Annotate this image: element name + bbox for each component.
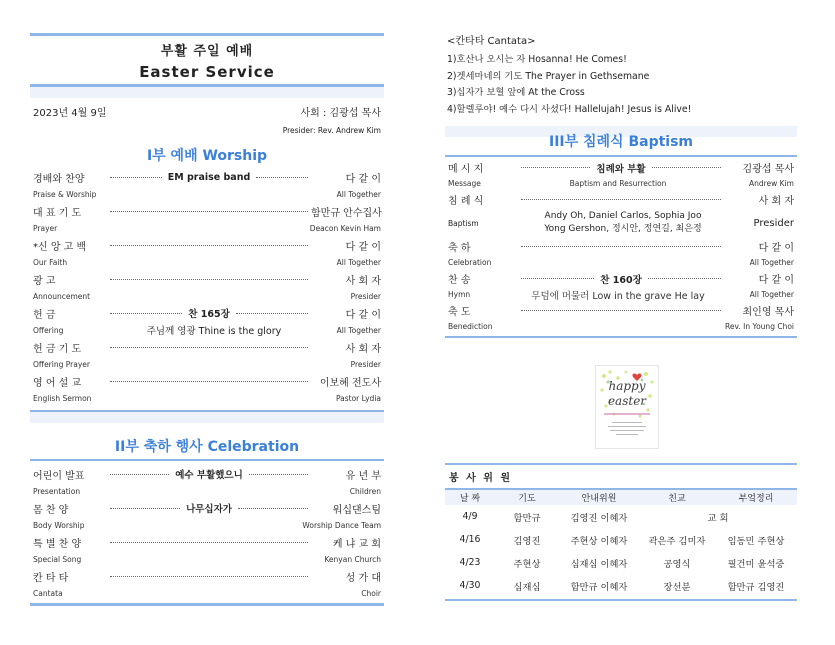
part2-item-sub — [30, 483, 384, 499]
dot-leader — [648, 278, 721, 279]
vol-fellowship: 장선분 — [663, 581, 691, 593]
vol-fellowship: 공영식 — [663, 558, 691, 570]
part1-shade — [30, 412, 384, 423]
dot-leader — [249, 474, 308, 475]
item-leader-en: Pastor Lydia — [335, 393, 381, 403]
cantata-line: 4)할렐루야! 예수 다시 사셨다! Hallelujah! Jesus is Alive! — [447, 103, 692, 115]
part1-item-sub — [30, 254, 384, 270]
item-leader-ko: 케 냐 교 회 — [332, 538, 381, 550]
item-leader-en: Choir — [361, 588, 381, 598]
baptism-names-row — [445, 208, 797, 238]
part2-item-sub — [30, 585, 384, 601]
item-leader — [107, 306, 311, 320]
item-name-en: Offering — [33, 325, 64, 335]
card-text-happy: happy — [608, 379, 646, 393]
item-name-en: Announcement — [33, 291, 91, 301]
item-title: 나무십자가 — [186, 504, 232, 515]
part2-item — [30, 533, 384, 551]
item-leader-en: Presider — [753, 217, 794, 229]
item-name-ko: 축 도 — [448, 307, 471, 318]
bottom-rule — [30, 603, 384, 606]
item-subtitle: Baptism and Resurrection — [569, 179, 667, 188]
item-leader-en: All Together — [749, 258, 794, 267]
part1-item-sub — [30, 186, 384, 202]
volunteers-row — [445, 528, 797, 551]
item-title: 예수 부활했으니 — [175, 470, 243, 481]
part3-list — [445, 159, 797, 334]
cantata-title: <칸타타 Cantata> — [447, 36, 536, 47]
volunteers-header-cell: 기도 — [518, 494, 536, 504]
item-leader-en: All Together — [336, 189, 381, 199]
volunteers-header-cell: 친교 — [668, 494, 686, 504]
cantata-line: 1)호산나 오시는 자 Hosanna! He Comes! — [447, 54, 627, 65]
cantata-line: 2)겟세마네의 기도 The Prayer in Gethsemane — [447, 70, 650, 82]
vol-kitchen: 함만규 김영진 — [727, 581, 785, 593]
vol-date: 4/16 — [459, 534, 481, 545]
part2-heading: II부 축하 행사 Celebration — [114, 439, 300, 455]
dot-leader — [110, 576, 308, 577]
volunteers-row — [445, 574, 797, 597]
item-leader — [107, 467, 311, 481]
volunteers-section — [445, 463, 797, 601]
part2-item — [30, 567, 384, 585]
item-leader-en: All Together — [336, 257, 381, 267]
part3-bottom-rule — [445, 336, 797, 338]
item-leader-ko: 유 년 부 — [345, 470, 381, 482]
dot-leader — [256, 177, 308, 178]
vol-usher: 주현상 이혜자 — [570, 535, 628, 547]
dot-leader — [110, 347, 308, 348]
item-leader-en: Worship Dance Team — [302, 520, 381, 530]
volunteers-row — [445, 551, 797, 574]
part3-item — [445, 302, 797, 319]
item-leader — [107, 381, 311, 382]
item-name-en: Prayer — [33, 223, 58, 233]
right-page — [445, 30, 797, 593]
part1-item — [30, 168, 384, 186]
item-leader-en: Presider — [350, 291, 381, 301]
dot-leader — [652, 167, 721, 168]
item-leader — [107, 347, 311, 348]
dot-leader — [110, 211, 308, 212]
part1-item-sub — [30, 288, 384, 304]
item-leader — [107, 172, 311, 183]
item-leader-ko: 다 같 이 — [345, 241, 381, 253]
item-name-ko: 경배와 찬양 — [33, 173, 85, 185]
item-name-en: Benediction — [448, 322, 493, 331]
vol-kitchen: 필건미 윤석중 — [727, 558, 785, 570]
top-rule — [30, 33, 384, 36]
item-leader-ko: 워십댄스팀 — [332, 504, 381, 516]
dot-leader — [236, 313, 308, 314]
volunteers-rows — [445, 505, 797, 597]
dot-leader — [110, 474, 169, 475]
item-leader-ko: 최인영 목사 — [742, 307, 794, 318]
part1-item — [30, 338, 384, 356]
vol-kitchen: 임동민 주현상 — [727, 535, 785, 547]
item-leader-en: All Together — [749, 290, 794, 299]
dot-leader — [110, 542, 308, 543]
part3-item-sub — [445, 176, 797, 191]
part2-item-sub — [30, 551, 384, 567]
volunteers-header-row — [445, 490, 797, 505]
item-name-ko: 어린이 발표 — [33, 470, 85, 482]
left-page — [30, 33, 384, 606]
part3-item-sub — [445, 319, 797, 334]
item-name-en: Celebration — [448, 258, 492, 267]
part2-item-sub — [30, 517, 384, 533]
item-leader-en: Kenyan Church — [324, 554, 381, 564]
dot-leader — [521, 246, 721, 247]
item-name-ko: 칸 타 타 — [33, 572, 69, 584]
dot-leader — [110, 177, 162, 178]
item-leader-ko: 김광섭 목사 — [742, 164, 795, 175]
item-name-en: English Sermon — [33, 393, 92, 403]
part1-item-sub — [30, 390, 384, 406]
vol-fellowship: 곽은주 김미자 — [648, 535, 706, 547]
item-leader-ko: 다 같 이 — [758, 243, 794, 254]
item-name-en: Baptism — [448, 218, 479, 228]
volunteers-top-rule — [445, 463, 797, 465]
card-text-easter: easter — [607, 394, 647, 408]
title-korean: 부활 주일 예배 — [160, 44, 254, 59]
part3-top-rule — [445, 155, 797, 157]
part1-item-sub — [30, 220, 384, 236]
item-leader — [107, 245, 311, 246]
part1-heading: I부 예배 Worship — [146, 148, 268, 164]
vol-usher: 심재심 이혜자 — [570, 558, 628, 570]
item-name-ko: 침 례 식 — [448, 196, 484, 207]
dot-leader — [110, 381, 308, 382]
item-leader-en: All Together — [336, 325, 381, 335]
volunteers-header-cell: 부엌정리 — [738, 494, 774, 504]
dot-leader — [521, 310, 721, 311]
item-name-en: Special Song — [33, 554, 82, 564]
vol-prayer: 김영진 — [513, 535, 541, 547]
title-shade — [30, 87, 384, 98]
part1-item-sub — [30, 322, 384, 338]
item-leader — [107, 211, 311, 212]
item-leader-en: Rev. In Young Choi — [725, 322, 794, 331]
dot-leader — [521, 167, 590, 168]
item-name-ko: 몸 찬 양 — [33, 504, 69, 516]
item-leader — [107, 279, 311, 280]
item-name-ko: 대 표 기 도 — [33, 207, 82, 219]
item-name-en: Body Worship — [33, 520, 85, 530]
easter-card-illustration — [596, 366, 658, 448]
item-leader-ko: 사 회 자 — [758, 196, 794, 207]
item-name-ko: 광 고 — [33, 275, 56, 287]
item-name-en: Hymn — [448, 290, 471, 299]
part2-item — [30, 465, 384, 483]
easter-card-image — [595, 365, 659, 449]
item-title: EM praise band — [167, 171, 251, 183]
item-leader-ko: 다 같 이 — [758, 275, 794, 286]
item-subtitle: 무덤에 머물러 Low in the grave He lay — [531, 290, 705, 302]
cantata-line: 3)십자가 보혈 앞에 At the Cross — [447, 87, 585, 98]
part1-item — [30, 372, 384, 390]
part1-item — [30, 202, 384, 220]
item-name-en: Offering Prayer — [33, 359, 90, 369]
date-row — [30, 104, 384, 119]
part1-list — [30, 168, 384, 406]
item-leader-en: Andrew Kim — [748, 179, 794, 188]
vol-usher: 함만규 이혜자 — [570, 581, 628, 593]
item-leader-en: Presider — [350, 359, 381, 369]
vol-date: 4/23 — [459, 557, 481, 568]
item-leader-ko: 함만규 안수집사 — [311, 207, 382, 219]
item-leader-ko: 사 회 자 — [345, 343, 381, 355]
item-name-ko: 헌 금 기 도 — [33, 343, 82, 355]
item-name-en: Our Faith — [33, 257, 68, 267]
part2-item — [30, 499, 384, 517]
item-leader-ko: 사 회 자 — [345, 275, 381, 287]
item-subtitle: 주님께 영광 Thine is the glory — [146, 326, 282, 337]
vol-prayer: 심재심 — [513, 581, 541, 593]
item-leader — [107, 542, 311, 543]
service-date: 2023년 4월 9일 — [33, 108, 107, 119]
part3-item-sub — [445, 255, 797, 270]
volunteers-header-cell: 안내위원 — [581, 494, 617, 504]
vol-usher: 김영진 이혜자 — [570, 512, 628, 524]
dot-leader — [110, 508, 180, 509]
presider-en: Presider: Rev. Andrew Kim — [282, 126, 381, 135]
vol-fellowship: 교 회 — [707, 512, 729, 524]
volunteers-title: 봉 사 위 원 — [449, 473, 513, 484]
item-name-ko: 특 별 찬 양 — [33, 538, 82, 550]
item-leader-ko: 다 같 이 — [345, 173, 381, 185]
item-name-ko: 헌 금 — [33, 309, 56, 321]
vol-prayer: 함만규 — [513, 512, 541, 524]
cantata-list — [445, 52, 797, 118]
part1-item — [30, 270, 384, 288]
part3-item — [445, 270, 797, 287]
part1-item — [30, 236, 384, 254]
item-leader-ko: 다 같 이 — [345, 309, 381, 321]
candidate-line: Yong Gershon, 정시안, 정연길, 최은정 — [544, 224, 702, 234]
item-name-ko: 축 하 — [448, 243, 471, 254]
part3-heading: III부 침례식 Baptism — [548, 134, 694, 150]
presider-ko: 사회 : 김광섭 목사 — [300, 108, 381, 119]
volunteers-header-cell: 날 짜 — [459, 494, 481, 504]
item-leader-en: Children — [349, 486, 381, 496]
vol-date: 4/30 — [459, 580, 481, 591]
part1-item-sub — [30, 356, 384, 372]
item-leader — [107, 576, 311, 577]
dot-leader — [521, 199, 721, 200]
dot-leader — [521, 278, 594, 279]
volunteers-row — [445, 505, 797, 528]
item-leader-ko: 성 가 대 — [345, 572, 381, 584]
item-title: 침례와 부활 — [596, 163, 646, 175]
volunteers-bottom-rule — [445, 599, 797, 601]
title-english: Easter Service — [139, 63, 275, 81]
part2-list — [30, 465, 384, 601]
item-name-en: Presentation — [33, 486, 81, 496]
part3-item — [445, 238, 797, 255]
vol-date: 4/9 — [462, 511, 478, 522]
item-leader-en: Deacon Kevin Ham — [309, 223, 381, 233]
dot-leader — [110, 245, 308, 246]
part2-top-rule — [30, 459, 384, 461]
item-name-en: Praise & Worship — [33, 189, 97, 199]
dot-leader — [110, 279, 308, 280]
item-name-ko: 영 어 설 교 — [33, 377, 82, 389]
item-name-en: Message — [448, 179, 481, 188]
item-name-en: Cantata — [33, 588, 63, 598]
part3-item — [445, 191, 797, 208]
vol-prayer: 주현상 — [513, 558, 541, 570]
dot-leader — [238, 508, 308, 509]
item-leader-ko: 이보혜 전도사 — [319, 377, 381, 389]
baptism-candidates — [522, 210, 724, 236]
item-title: 찬 165장 — [188, 309, 230, 320]
dot-leader — [110, 313, 182, 314]
item-name-ko: 찬 송 — [448, 275, 471, 286]
candidate-line: Andy Oh, Daniel Carlos, Sophia Joo — [544, 211, 702, 221]
item-leader — [107, 501, 311, 515]
item-name-ko: *신 앙 고 백 — [33, 241, 87, 253]
part3-item — [445, 159, 797, 176]
item-title: 찬 160장 — [600, 274, 642, 286]
item-name-ko: 메 시 지 — [448, 164, 484, 175]
part3-item-sub — [445, 287, 797, 302]
part1-item — [30, 304, 384, 322]
